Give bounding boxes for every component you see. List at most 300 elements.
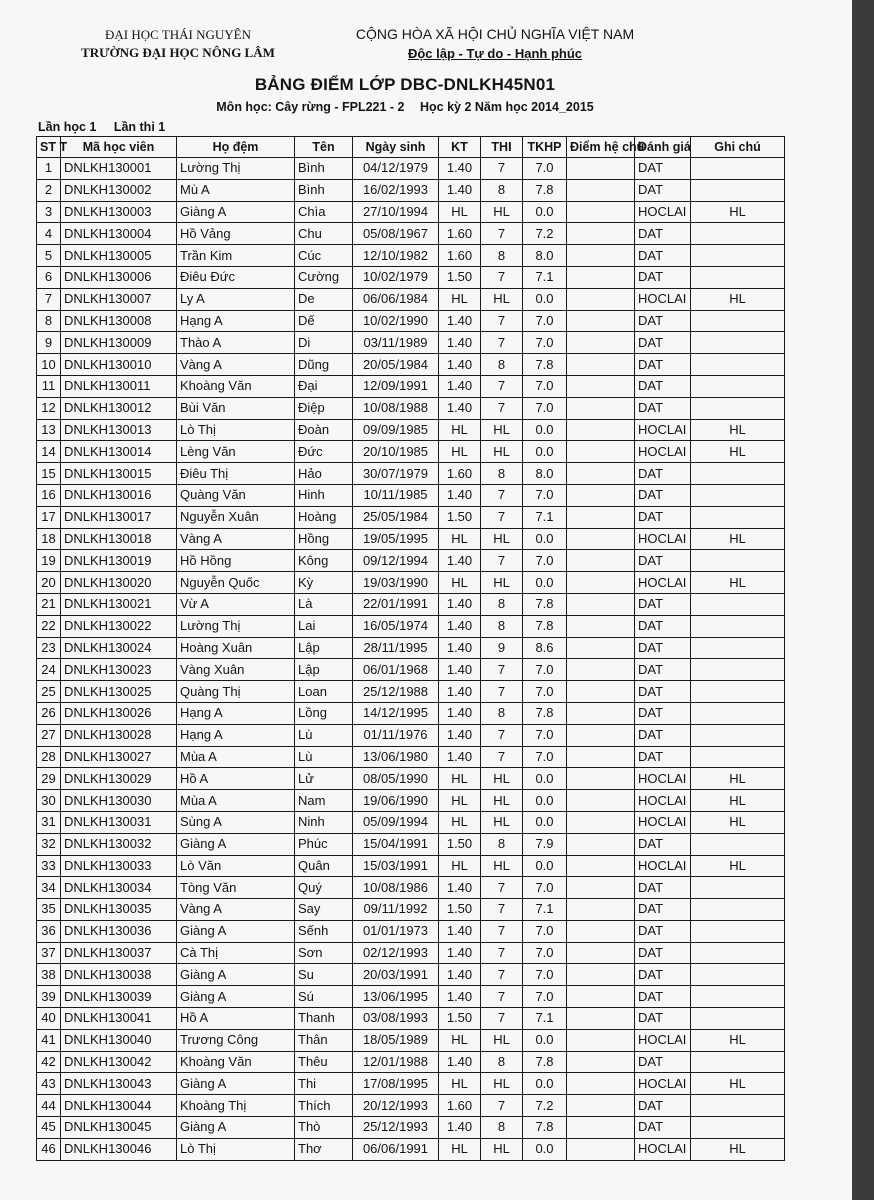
cell-exam-score: 7 — [481, 681, 523, 703]
col-header-surname: Họ đệm — [177, 137, 295, 158]
country-name: CỘNG HÒA XÃ HỘI CHỦ NGHĨA VIỆT NAM — [355, 26, 635, 42]
cell-evaluation: HOCLAI — [635, 1138, 691, 1160]
exam-attempt: Lần thi 1 — [113, 120, 166, 134]
col-header-note: Ghi chú — [691, 137, 785, 158]
cell-kt-score: 1.50 — [439, 266, 481, 288]
col-header-thi: THI — [481, 137, 523, 158]
cell-letter-grade — [567, 833, 635, 855]
cell-stt: 26 — [37, 702, 61, 724]
cell-student-code: DNLKH130024 — [61, 637, 177, 659]
cell-evaluation: HOCLAI — [635, 288, 691, 310]
cell-surname: Điêu Đức — [177, 266, 295, 288]
cell-kt-score: 1.40 — [439, 920, 481, 942]
cell-given-name: Lai — [295, 615, 353, 637]
cell-birth-date: 12/09/1991 — [353, 375, 439, 397]
table-row — [37, 724, 785, 746]
cell-exam-score: 7 — [481, 375, 523, 397]
cell-student-code: DNLKH130038 — [61, 964, 177, 986]
cell-surname: Giàng A — [177, 833, 295, 855]
cell-student-code: DNLKH130005 — [61, 245, 177, 267]
cell-surname: Mùa A — [177, 790, 295, 812]
cell-letter-grade — [567, 768, 635, 790]
cell-final-score: 0.0 — [523, 528, 567, 550]
cell-kt-score: 1.40 — [439, 942, 481, 964]
cell-stt: 46 — [37, 1138, 61, 1160]
cell-kt-score: 1.40 — [439, 877, 481, 899]
cell-student-code: DNLKH130040 — [61, 1029, 177, 1051]
cell-kt-score: 1.50 — [439, 833, 481, 855]
cell-stt: 43 — [37, 1073, 61, 1095]
cell-given-name: Hoàng — [295, 506, 353, 528]
cell-note — [691, 1117, 785, 1139]
cell-final-score: 0.0 — [523, 768, 567, 790]
cell-letter-grade — [567, 1073, 635, 1095]
cell-student-code: DNLKH130008 — [61, 310, 177, 332]
cell-note — [691, 375, 785, 397]
cell-birth-date: 10/11/1985 — [353, 484, 439, 506]
cell-evaluation: HOCLAI — [635, 790, 691, 812]
cell-student-code: DNLKH130007 — [61, 288, 177, 310]
cell-given-name: Lập — [295, 637, 353, 659]
cell-given-name: Chu — [295, 223, 353, 245]
cell-letter-grade — [567, 332, 635, 354]
cell-stt: 39 — [37, 986, 61, 1008]
cell-birth-date: 20/03/1991 — [353, 964, 439, 986]
cell-letter-grade — [567, 441, 635, 463]
cell-surname: Nguyễn Xuân — [177, 506, 295, 528]
cell-given-name: Thích — [295, 1095, 353, 1117]
cell-kt-score: 1.60 — [439, 1095, 481, 1117]
cell-letter-grade — [567, 942, 635, 964]
cell-kt-score: 1.40 — [439, 158, 481, 180]
cell-stt: 8 — [37, 310, 61, 332]
cell-student-code: DNLKH130045 — [61, 1117, 177, 1139]
cell-note: HL — [691, 1029, 785, 1051]
cell-birth-date: 28/11/1995 — [353, 637, 439, 659]
cell-final-score: 7.8 — [523, 1051, 567, 1073]
cell-surname: Lường Thị — [177, 158, 295, 180]
cell-kt-score: 1.40 — [439, 1051, 481, 1073]
cell-stt: 10 — [37, 354, 61, 376]
cell-letter-grade — [567, 310, 635, 332]
cell-evaluation: DAT — [635, 681, 691, 703]
table-row — [37, 266, 785, 288]
cell-note — [691, 833, 785, 855]
cell-birth-date: 25/12/1988 — [353, 681, 439, 703]
table-row — [37, 332, 785, 354]
cell-exam-score: HL — [481, 790, 523, 812]
cell-letter-grade — [567, 702, 635, 724]
cell-surname: Lò Thị — [177, 1138, 295, 1160]
cell-note — [691, 354, 785, 376]
cell-final-score: 8.0 — [523, 245, 567, 267]
cell-birth-date: 20/10/1985 — [353, 441, 439, 463]
cell-letter-grade — [567, 550, 635, 572]
cell-surname: Bùi Văn — [177, 397, 295, 419]
cell-letter-grade — [567, 288, 635, 310]
cell-evaluation: HOCLAI — [635, 441, 691, 463]
cell-stt: 17 — [37, 506, 61, 528]
cell-student-code: DNLKH130032 — [61, 833, 177, 855]
cell-surname: Khoàng Văn — [177, 375, 295, 397]
cell-kt-score: HL — [439, 855, 481, 877]
cell-birth-date: 06/01/1968 — [353, 659, 439, 681]
cell-given-name: Đoàn — [295, 419, 353, 441]
cell-final-score: 7.0 — [523, 746, 567, 768]
cell-kt-score: HL — [439, 1073, 481, 1095]
cell-surname: Trương Công — [177, 1029, 295, 1051]
cell-note — [691, 332, 785, 354]
cell-surname: Vàng A — [177, 354, 295, 376]
cell-stt: 2 — [37, 179, 61, 201]
cell-given-name: Quý — [295, 877, 353, 899]
cell-birth-date: 27/10/1994 — [353, 201, 439, 223]
cell-evaluation: DAT — [635, 1051, 691, 1073]
table-row — [37, 986, 785, 1008]
cell-kt-score: HL — [439, 528, 481, 550]
cell-surname: Lò Thị — [177, 419, 295, 441]
cell-letter-grade — [567, 855, 635, 877]
table-row — [37, 659, 785, 681]
table-row — [37, 419, 785, 441]
cell-letter-grade — [567, 746, 635, 768]
cell-letter-grade — [567, 223, 635, 245]
cell-evaluation: DAT — [635, 702, 691, 724]
cell-surname: Sùng A — [177, 811, 295, 833]
cell-evaluation: DAT — [635, 375, 691, 397]
cell-given-name: Thò — [295, 1117, 353, 1139]
cell-final-score: 0.0 — [523, 201, 567, 223]
cell-stt: 38 — [37, 964, 61, 986]
cell-exam-score: 7 — [481, 310, 523, 332]
cell-birth-date: 15/04/1991 — [353, 833, 439, 855]
cell-kt-score: 1.40 — [439, 724, 481, 746]
national-motto: Độc lập - Tự do - Hạnh phúc — [407, 46, 583, 61]
cell-stt: 12 — [37, 397, 61, 419]
cell-exam-score: 7 — [481, 986, 523, 1008]
col-header-code: Mã học viên — [61, 137, 177, 158]
cell-given-name: Dế — [295, 310, 353, 332]
cell-note — [691, 223, 785, 245]
cell-note — [691, 266, 785, 288]
cell-final-score: 7.1 — [523, 506, 567, 528]
cell-exam-score: HL — [481, 419, 523, 441]
cell-letter-grade — [567, 179, 635, 201]
cell-student-code: DNLKH130016 — [61, 484, 177, 506]
cell-birth-date: 02/12/1993 — [353, 942, 439, 964]
cell-evaluation: DAT — [635, 746, 691, 768]
cell-student-code: DNLKH130033 — [61, 855, 177, 877]
cell-exam-score: 8 — [481, 463, 523, 485]
table-row — [37, 942, 785, 964]
col-header-kt: KT — [439, 137, 481, 158]
cell-note — [691, 877, 785, 899]
cell-surname: Điêu Thị — [177, 463, 295, 485]
cell-kt-score: 1.40 — [439, 986, 481, 1008]
cell-student-code: DNLKH130001 — [61, 158, 177, 180]
table-row — [37, 375, 785, 397]
cell-final-score: 0.0 — [523, 790, 567, 812]
cell-student-code: DNLKH130022 — [61, 615, 177, 637]
table-row — [37, 811, 785, 833]
cell-evaluation: HOCLAI — [635, 1029, 691, 1051]
cell-birth-date: 19/03/1990 — [353, 572, 439, 594]
cell-given-name: Say — [295, 899, 353, 921]
cell-note — [691, 550, 785, 572]
cell-letter-grade — [567, 790, 635, 812]
cell-given-name: Bình — [295, 158, 353, 180]
cell-surname: Vàng A — [177, 528, 295, 550]
cell-surname: Vàng A — [177, 899, 295, 921]
cell-evaluation: DAT — [635, 506, 691, 528]
cell-surname: Hạng A — [177, 702, 295, 724]
cell-final-score: 7.0 — [523, 681, 567, 703]
cell-birth-date: 09/11/1992 — [353, 899, 439, 921]
cell-exam-score: 7 — [481, 266, 523, 288]
table-row — [37, 1073, 785, 1095]
cell-letter-grade — [567, 201, 635, 223]
cell-birth-date: 10/02/1990 — [353, 310, 439, 332]
cell-final-score: 0.0 — [523, 1073, 567, 1095]
cell-evaluation: DAT — [635, 659, 691, 681]
table-row — [37, 833, 785, 855]
scan-edge — [852, 0, 874, 1200]
cell-stt: 22 — [37, 615, 61, 637]
cell-birth-date: 10/02/1979 — [353, 266, 439, 288]
cell-exam-score: 8 — [481, 1117, 523, 1139]
cell-final-score: 0.0 — [523, 572, 567, 594]
table-row — [37, 506, 785, 528]
cell-surname: Giàng A — [177, 920, 295, 942]
cell-exam-score: HL — [481, 201, 523, 223]
cell-exam-score: HL — [481, 811, 523, 833]
cell-evaluation: DAT — [635, 986, 691, 1008]
cell-surname: Lèng Văn — [177, 441, 295, 463]
school-name: TRƯỜNG ĐẠI HỌC NÔNG LÂM — [81, 45, 275, 60]
cell-final-score: 7.0 — [523, 550, 567, 572]
cell-kt-score: 1.50 — [439, 899, 481, 921]
cell-note — [691, 702, 785, 724]
cell-final-score: 7.8 — [523, 702, 567, 724]
cell-given-name: Điệp — [295, 397, 353, 419]
cell-kt-score: 1.40 — [439, 964, 481, 986]
cell-note: HL — [691, 811, 785, 833]
cell-final-score: 7.0 — [523, 484, 567, 506]
cell-surname: Giàng A — [177, 1117, 295, 1139]
cell-note: HL — [691, 441, 785, 463]
cell-final-score: 7.1 — [523, 899, 567, 921]
table-row — [37, 484, 785, 506]
cell-final-score: 0.0 — [523, 811, 567, 833]
cell-evaluation: DAT — [635, 615, 691, 637]
cell-stt: 41 — [37, 1029, 61, 1051]
table-row — [37, 964, 785, 986]
cell-birth-date: 15/03/1991 — [353, 855, 439, 877]
cell-stt: 3 — [37, 201, 61, 223]
cell-letter-grade — [567, 1051, 635, 1073]
cell-letter-grade — [567, 659, 635, 681]
cell-kt-score: HL — [439, 790, 481, 812]
cell-student-code: DNLKH130004 — [61, 223, 177, 245]
cell-birth-date: 06/06/1991 — [353, 1138, 439, 1160]
cell-evaluation: DAT — [635, 833, 691, 855]
cell-stt: 27 — [37, 724, 61, 746]
cell-given-name: Sếnh — [295, 920, 353, 942]
cell-surname: Nguyễn Quốc — [177, 572, 295, 594]
cell-kt-score: HL — [439, 419, 481, 441]
table-row — [37, 681, 785, 703]
cell-given-name: Lử — [295, 768, 353, 790]
cell-given-name: Sơn — [295, 942, 353, 964]
cell-surname: Lường Thị — [177, 615, 295, 637]
table-row — [37, 1117, 785, 1139]
cell-final-score: 7.0 — [523, 920, 567, 942]
table-row — [37, 397, 785, 419]
cell-stt: 42 — [37, 1051, 61, 1073]
cell-surname: Thào A — [177, 332, 295, 354]
cell-given-name: Cúc — [295, 245, 353, 267]
cell-note — [691, 179, 785, 201]
table-row — [37, 615, 785, 637]
table-row — [37, 354, 785, 376]
cell-kt-score: 1.40 — [439, 484, 481, 506]
cell-letter-grade — [567, 1138, 635, 1160]
cell-exam-score: 7 — [481, 550, 523, 572]
cell-student-code: DNLKH130037 — [61, 942, 177, 964]
table-row — [37, 1138, 785, 1160]
cell-exam-score: 7 — [481, 877, 523, 899]
cell-surname: Vàng Xuân — [177, 659, 295, 681]
table-row — [37, 441, 785, 463]
cell-final-score: 7.8 — [523, 615, 567, 637]
cell-student-code: DNLKH130042 — [61, 1051, 177, 1073]
cell-exam-score: 8 — [481, 245, 523, 267]
document-title: BẢNG ĐIỂM LỚP DBC-DNLKH45N01 — [254, 75, 556, 94]
cell-stt: 35 — [37, 899, 61, 921]
cell-note — [691, 506, 785, 528]
cell-evaluation: HOCLAI — [635, 419, 691, 441]
cell-stt: 18 — [37, 528, 61, 550]
cell-note: HL — [691, 288, 785, 310]
cell-given-name: Lù — [295, 746, 353, 768]
cell-given-name: Nam — [295, 790, 353, 812]
cell-final-score: 7.0 — [523, 158, 567, 180]
cell-kt-score: HL — [439, 811, 481, 833]
cell-student-code: DNLKH130041 — [61, 1008, 177, 1030]
cell-birth-date: 30/07/1979 — [353, 463, 439, 485]
cell-surname: Giàng A — [177, 201, 295, 223]
cell-stt: 44 — [37, 1095, 61, 1117]
cell-final-score: 7.0 — [523, 724, 567, 746]
cell-kt-score: 1.40 — [439, 179, 481, 201]
cell-evaluation: DAT — [635, 877, 691, 899]
table-row — [37, 899, 785, 921]
cell-evaluation: DAT — [635, 266, 691, 288]
cell-final-score: 7.8 — [523, 593, 567, 615]
cell-given-name: Phúc — [295, 833, 353, 855]
cell-exam-score: 7 — [481, 1008, 523, 1030]
cell-evaluation: DAT — [635, 1095, 691, 1117]
cell-kt-score: HL — [439, 201, 481, 223]
cell-note — [691, 310, 785, 332]
cell-evaluation: DAT — [635, 332, 691, 354]
cell-kt-score: 1.40 — [439, 702, 481, 724]
cell-note: HL — [691, 1073, 785, 1095]
cell-letter-grade — [567, 354, 635, 376]
cell-birth-date: 09/09/1985 — [353, 419, 439, 441]
cell-exam-score: HL — [481, 855, 523, 877]
table-row — [37, 245, 785, 267]
cell-note — [691, 397, 785, 419]
cell-given-name: Thơ — [295, 1138, 353, 1160]
attempt-info — [38, 120, 179, 134]
cell-final-score: 7.2 — [523, 1095, 567, 1117]
cell-note: HL — [691, 419, 785, 441]
cell-kt-score: 1.40 — [439, 593, 481, 615]
cell-evaluation: HOCLAI — [635, 768, 691, 790]
cell-surname: Vừ A — [177, 593, 295, 615]
cell-given-name: Su — [295, 964, 353, 986]
cell-letter-grade — [567, 158, 635, 180]
cell-given-name: Lồng — [295, 702, 353, 724]
cell-surname: Hồ A — [177, 1008, 295, 1030]
cell-exam-score: 7 — [481, 746, 523, 768]
table-row — [37, 920, 785, 942]
cell-final-score: 7.9 — [523, 833, 567, 855]
table-row — [37, 702, 785, 724]
cell-given-name: Kỳ — [295, 572, 353, 594]
table-row — [37, 855, 785, 877]
col-header-name: Tên — [295, 137, 353, 158]
cell-student-code: DNLKH130034 — [61, 877, 177, 899]
cell-evaluation: DAT — [635, 223, 691, 245]
cell-letter-grade — [567, 1095, 635, 1117]
cell-given-name: Là — [295, 593, 353, 615]
cell-kt-score: 1.40 — [439, 637, 481, 659]
cell-kt-score: 1.40 — [439, 310, 481, 332]
cell-given-name: Đức — [295, 441, 353, 463]
cell-birth-date: 10/08/1986 — [353, 877, 439, 899]
cell-kt-score: 1.40 — [439, 375, 481, 397]
cell-evaluation: DAT — [635, 637, 691, 659]
cell-final-score: 7.0 — [523, 375, 567, 397]
cell-birth-date: 20/12/1993 — [353, 1095, 439, 1117]
cell-evaluation: DAT — [635, 463, 691, 485]
cell-surname: Tòng Văn — [177, 877, 295, 899]
col-header-evaluation: Đánh giá — [635, 137, 691, 158]
cell-letter-grade — [567, 1029, 635, 1051]
cell-exam-score: 8 — [481, 615, 523, 637]
cell-stt: 4 — [37, 223, 61, 245]
cell-exam-score: 7 — [481, 1095, 523, 1117]
cell-student-code: DNLKH130043 — [61, 1073, 177, 1095]
cell-final-score: 7.0 — [523, 964, 567, 986]
cell-student-code: DNLKH130014 — [61, 441, 177, 463]
cell-birth-date: 10/08/1988 — [353, 397, 439, 419]
cell-student-code: DNLKH130044 — [61, 1095, 177, 1117]
table-row — [37, 201, 785, 223]
cell-exam-score: 7 — [481, 484, 523, 506]
cell-note: HL — [691, 201, 785, 223]
cell-given-name: Hồng — [295, 528, 353, 550]
cell-exam-score: HL — [481, 1073, 523, 1095]
cell-evaluation: DAT — [635, 899, 691, 921]
col-header-dob: Ngày sinh — [353, 137, 439, 158]
cell-evaluation: HOCLAI — [635, 201, 691, 223]
cell-exam-score: 8 — [481, 593, 523, 615]
cell-final-score: 0.0 — [523, 1138, 567, 1160]
table-row — [37, 528, 785, 550]
